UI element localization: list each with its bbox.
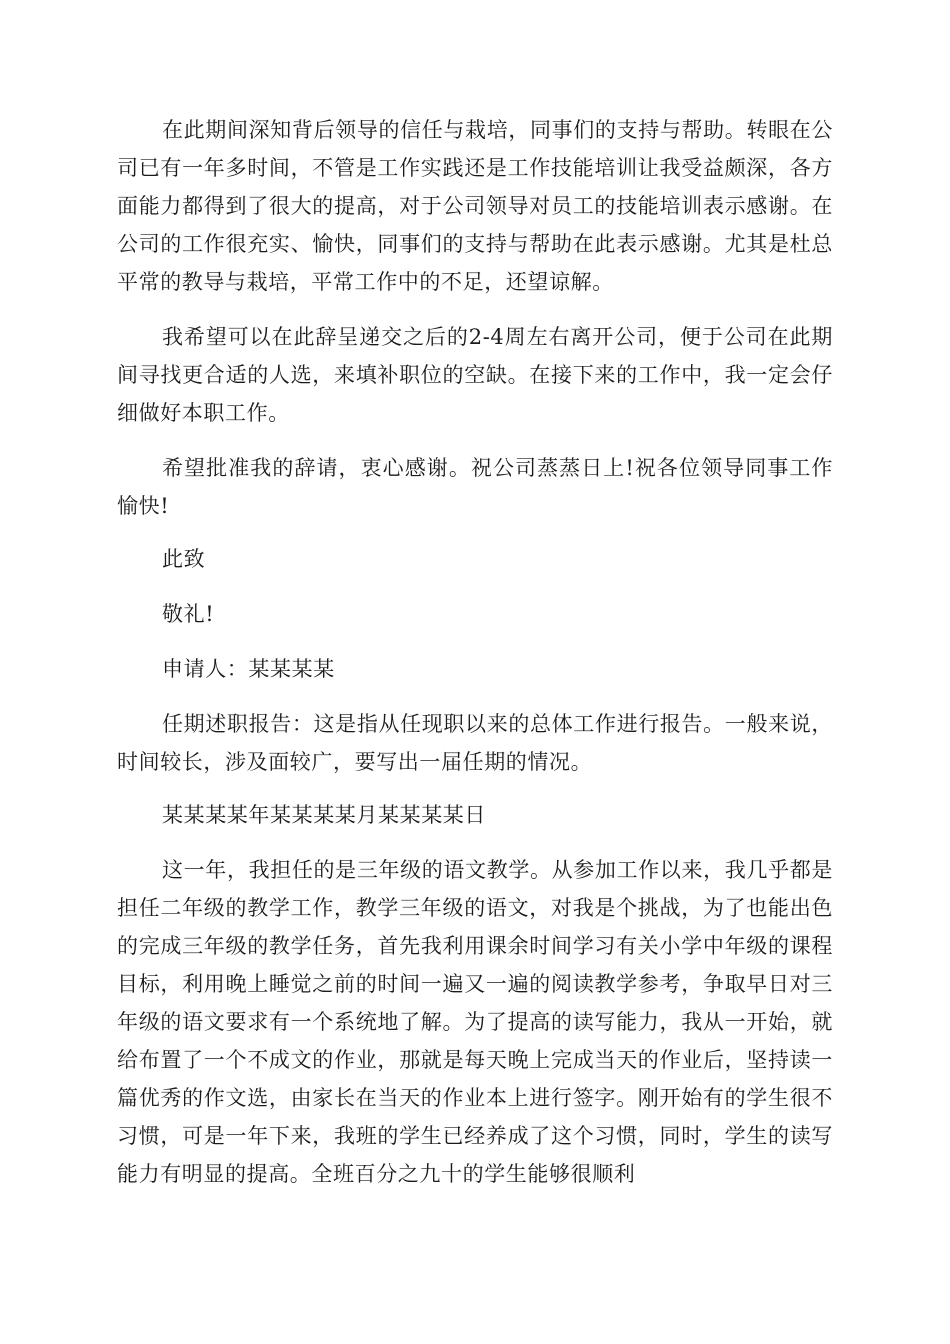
- applicant-signature-line: 申请人：某某某某: [162, 657, 335, 681]
- date-line: 某某某某年某某某某月某某某某日: [162, 803, 486, 827]
- paragraph-teaching-summary: 这一年，我担任的是三年级的语文教学。从参加工作以来，我几乎都是担任二年级的教学工作，教学三年级的语文，对我是个挑战，为了也能出色的完成三年级的教学任务，首先我利用课余时间学习有关小学中年级的课程目标，利用晚上睡觉之前的时间一遍又一遍的阅读教学参考，争取早日对三年级的语文要求有一个系统地了解。为了提高的读写能力，我从一开始，就给布置了一个不成文的作业，那就是每天晚上完成当天的作业后，坚持读一篇优秀的作文选，由家长在当天的作业本上进行签字。刚开始有的学生很不习惯，可是一年下来，我班的学生已经养成了这个习惯，同时，学生的读写能力有明显的提高。全班百分之九十的学生能够很顺利: [117, 858, 833, 1186]
- paragraph-departure-plan: 我希望可以在此辞呈递交之后的2-4周左右离开公司，便于公司在此期间寻找更合适的人选，来填补职位的空缺。在接下来的工作中，我一定会仔细做好本职工作。: [117, 325, 833, 425]
- paragraph-request-approval: 希望批准我的辞请，衷心感谢。祝公司蒸蒸日上!祝各位领导同事工作愉快!: [117, 456, 833, 518]
- closing-salutation: 此致: [162, 547, 206, 571]
- closing-respect: 敬礼!: [162, 602, 215, 626]
- paragraph-gratitude: 在此期间深知背后领导的信任与栽培，同事们的支持与帮助。转眼在公司已有一年多时间，不管是工作实践还是工作技能培训让我受益颇深，各方面能力都得到了很大的提高，对于公司领导对员工的技能培训表示感谢。在公司的工作很充实、愉快，同事们的支持与帮助在此表示感谢。尤其是杜总平常的教导与栽培，平常工作中的不足，还望谅解。: [117, 118, 833, 294]
- paragraph-term-report-definition: 任期述职报告：这是指从任现职以来的总体工作进行报告。一般来说，时间较长，涉及面较广，要写出一届任期的情况。: [117, 712, 833, 774]
